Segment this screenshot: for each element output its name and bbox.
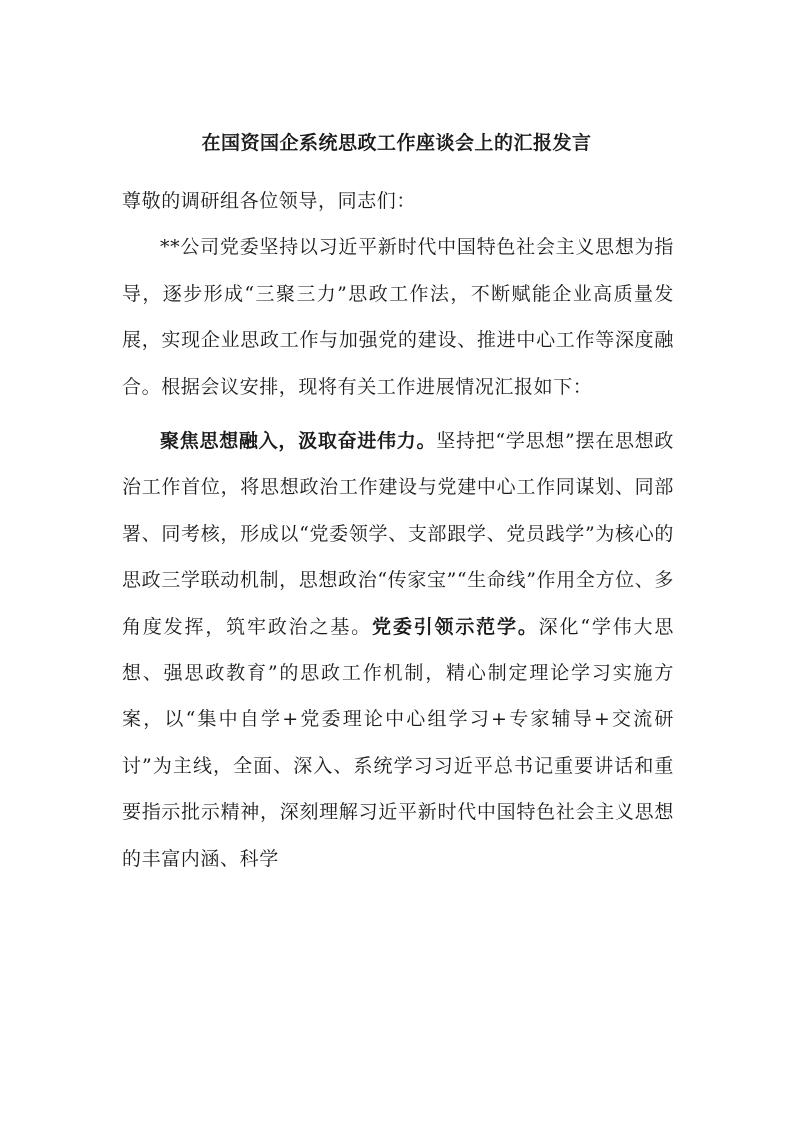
document-body (122, 178, 674, 882)
intro-paragraph: **公司党委坚持以习近平新时代中国特色社会主义思想为指导，逐步形成“三聚三力”思政工作法，不断赋能企业高质量发展，实现企业思政工作与加强党的建设、推进中心工作等深度融合。根据会议安排，现将有关工作进展情况汇报如下： (122, 236, 674, 398)
salutation: 尊敬的调研组各位领导，同志们： (122, 190, 417, 212)
subsection-heading: 党委引领示范学。 (372, 615, 539, 638)
section-heading: 聚焦思想融入，汲取奋进伟力。 (160, 430, 437, 453)
section-paragraph (122, 418, 674, 882)
document-title: 在国资国企系统思政工作座谈会上的汇报发言 (201, 132, 592, 154)
section-text: 坚持把“学思想”摆在思想政治工作首位，将思想政治工作建设与党建中心工作同谋划、同部署、同考核，形成以“党委领学、支部跟学、党员践学”为核心的思政三学联动机制，思想政治“传家宝”“生命线”作用全方位、多角度发挥，筑牢政治之基。 (122, 430, 674, 638)
subsection-text: 深化“学伟大思想、强思政教育”的思政工作机制，精心制定理论学习实施方案，以“集中自学+党委理论中心组学习+专家辅导+交流研讨”为主线，全面、深入、系统学习习近平总书记重要讲话和重要指示批示精神，深刻理解习近平新时代中国特色社会主义思想的丰富内涵、科学 (122, 615, 674, 870)
